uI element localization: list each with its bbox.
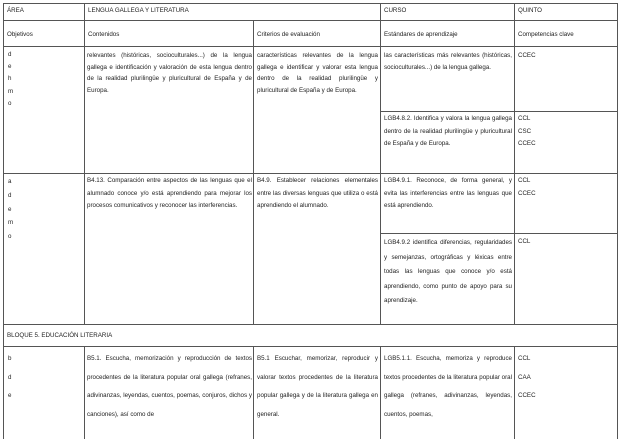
rule <box>84 346 85 439</box>
estandar-text: LGB4.9.1. Reconoce, de forma general, y evita las interferencias entre las lenguas que está aprendiendo. <box>384 177 512 210</box>
criterio-text: B4.9. Establecer relaciones elementales entre las diversas lenguas que utiliza o está aprendiendo el alumnado. <box>257 177 378 210</box>
subject-name: LENGUA GALLEGA Y LITERATURA <box>88 7 189 14</box>
contenido-text: B4.13. Comparación entre aspectos de las lenguas que el alumnado conoce y/o está aprendiendo para mejorar los procesos comunicativos y reconocer las interferencias. <box>87 177 252 210</box>
contenido-text: B5.1. Escucha, memorización y reproducción de textos procedentes de la literatura popular oral gallega (refranes, adivinanzas, leyendas, cuentos, poemas, conjuros, dichos y canciones), así como de <box>87 355 252 418</box>
estandar-text: LGB4.9.2 identifica diferencias, regularidades y semejanzas, ortográficas y léxicas entre todas las lenguas que conoce y/o está aprendiendo, como punto de apoyo para su aprendizaje. <box>384 239 512 305</box>
rule <box>380 346 381 439</box>
rule <box>617 3 618 439</box>
column-heading-contenidos: Contenidos <box>88 31 120 38</box>
curriculum-table <box>3 3 618 439</box>
competencias-list: CCEC <box>518 52 536 59</box>
contenido-text: relevantes (históricas, socioculturales...) de la lengua gallega e identificación y valoración de esta lengua dentro de la realidad plurilingüe y pluricultural de España y de Europa. <box>87 52 252 94</box>
column-heading-estandares: Estándares de aprendizaje <box>384 31 458 38</box>
rule <box>380 111 618 112</box>
rule <box>380 233 618 234</box>
curso-value: QUINTO <box>518 7 542 14</box>
estandar-text: las características más relevantes (históricas, socioculturales...) de la lengua gallega. <box>384 52 512 71</box>
criterio-text: B5.1 Escuchar, memorizar, reproducir y valorar textos procedentes de la literatura popular gallega y de la literatura gallega en general. <box>257 355 378 418</box>
curso-label: CURSO <box>384 7 407 14</box>
objetivos-list: d e h m o <box>8 51 14 107</box>
rule <box>84 3 85 324</box>
block-title: BLOQUE 5. EDUCACIÓN LITERARIA <box>7 332 113 339</box>
rule <box>253 346 254 439</box>
competencias-list: CCL CAA CCEC <box>518 355 536 399</box>
rule <box>253 20 254 324</box>
objetivos-list: a d e m o <box>8 178 14 241</box>
estandar-text: LGB5.1.1. Escucha, memoriza y reproduce textos procedentes de la literatura popular oral gallega (refranes, adivinanzas, leyendas, cuentos, poemas, <box>384 355 512 418</box>
competencias-list: CCL CCEC <box>518 177 536 197</box>
rule <box>3 324 618 325</box>
estandar-text: LGB4.8.2. Identifica y valora la lengua gallega dentro de la realidad plurilingüe y pluricultural de España y de Europa. <box>384 115 512 148</box>
competencias-list: CCL CSC CCEC <box>518 115 536 148</box>
rule <box>3 346 618 347</box>
rule <box>3 3 4 439</box>
column-heading-competencias: Competencias clave <box>518 31 574 38</box>
rule <box>3 20 618 21</box>
rule <box>514 3 515 324</box>
competencias-list: CCL <box>518 238 531 245</box>
area-label: ÁREA <box>7 7 24 14</box>
rule <box>3 46 618 47</box>
criterio-text: características relevantes de la lengua gallega e identificar y valorar esta lengua dentro de la realidad plurilingüe y pluricultural de España y de Europa. <box>257 52 378 94</box>
rule <box>3 173 618 174</box>
rule <box>3 3 618 4</box>
rule <box>380 3 381 324</box>
column-heading-objetivos: Objetivos <box>7 31 33 38</box>
objetivos-list: b d e <box>8 355 12 399</box>
rule <box>514 346 515 439</box>
column-heading-criterios: Criterios de evaluación <box>257 31 320 38</box>
